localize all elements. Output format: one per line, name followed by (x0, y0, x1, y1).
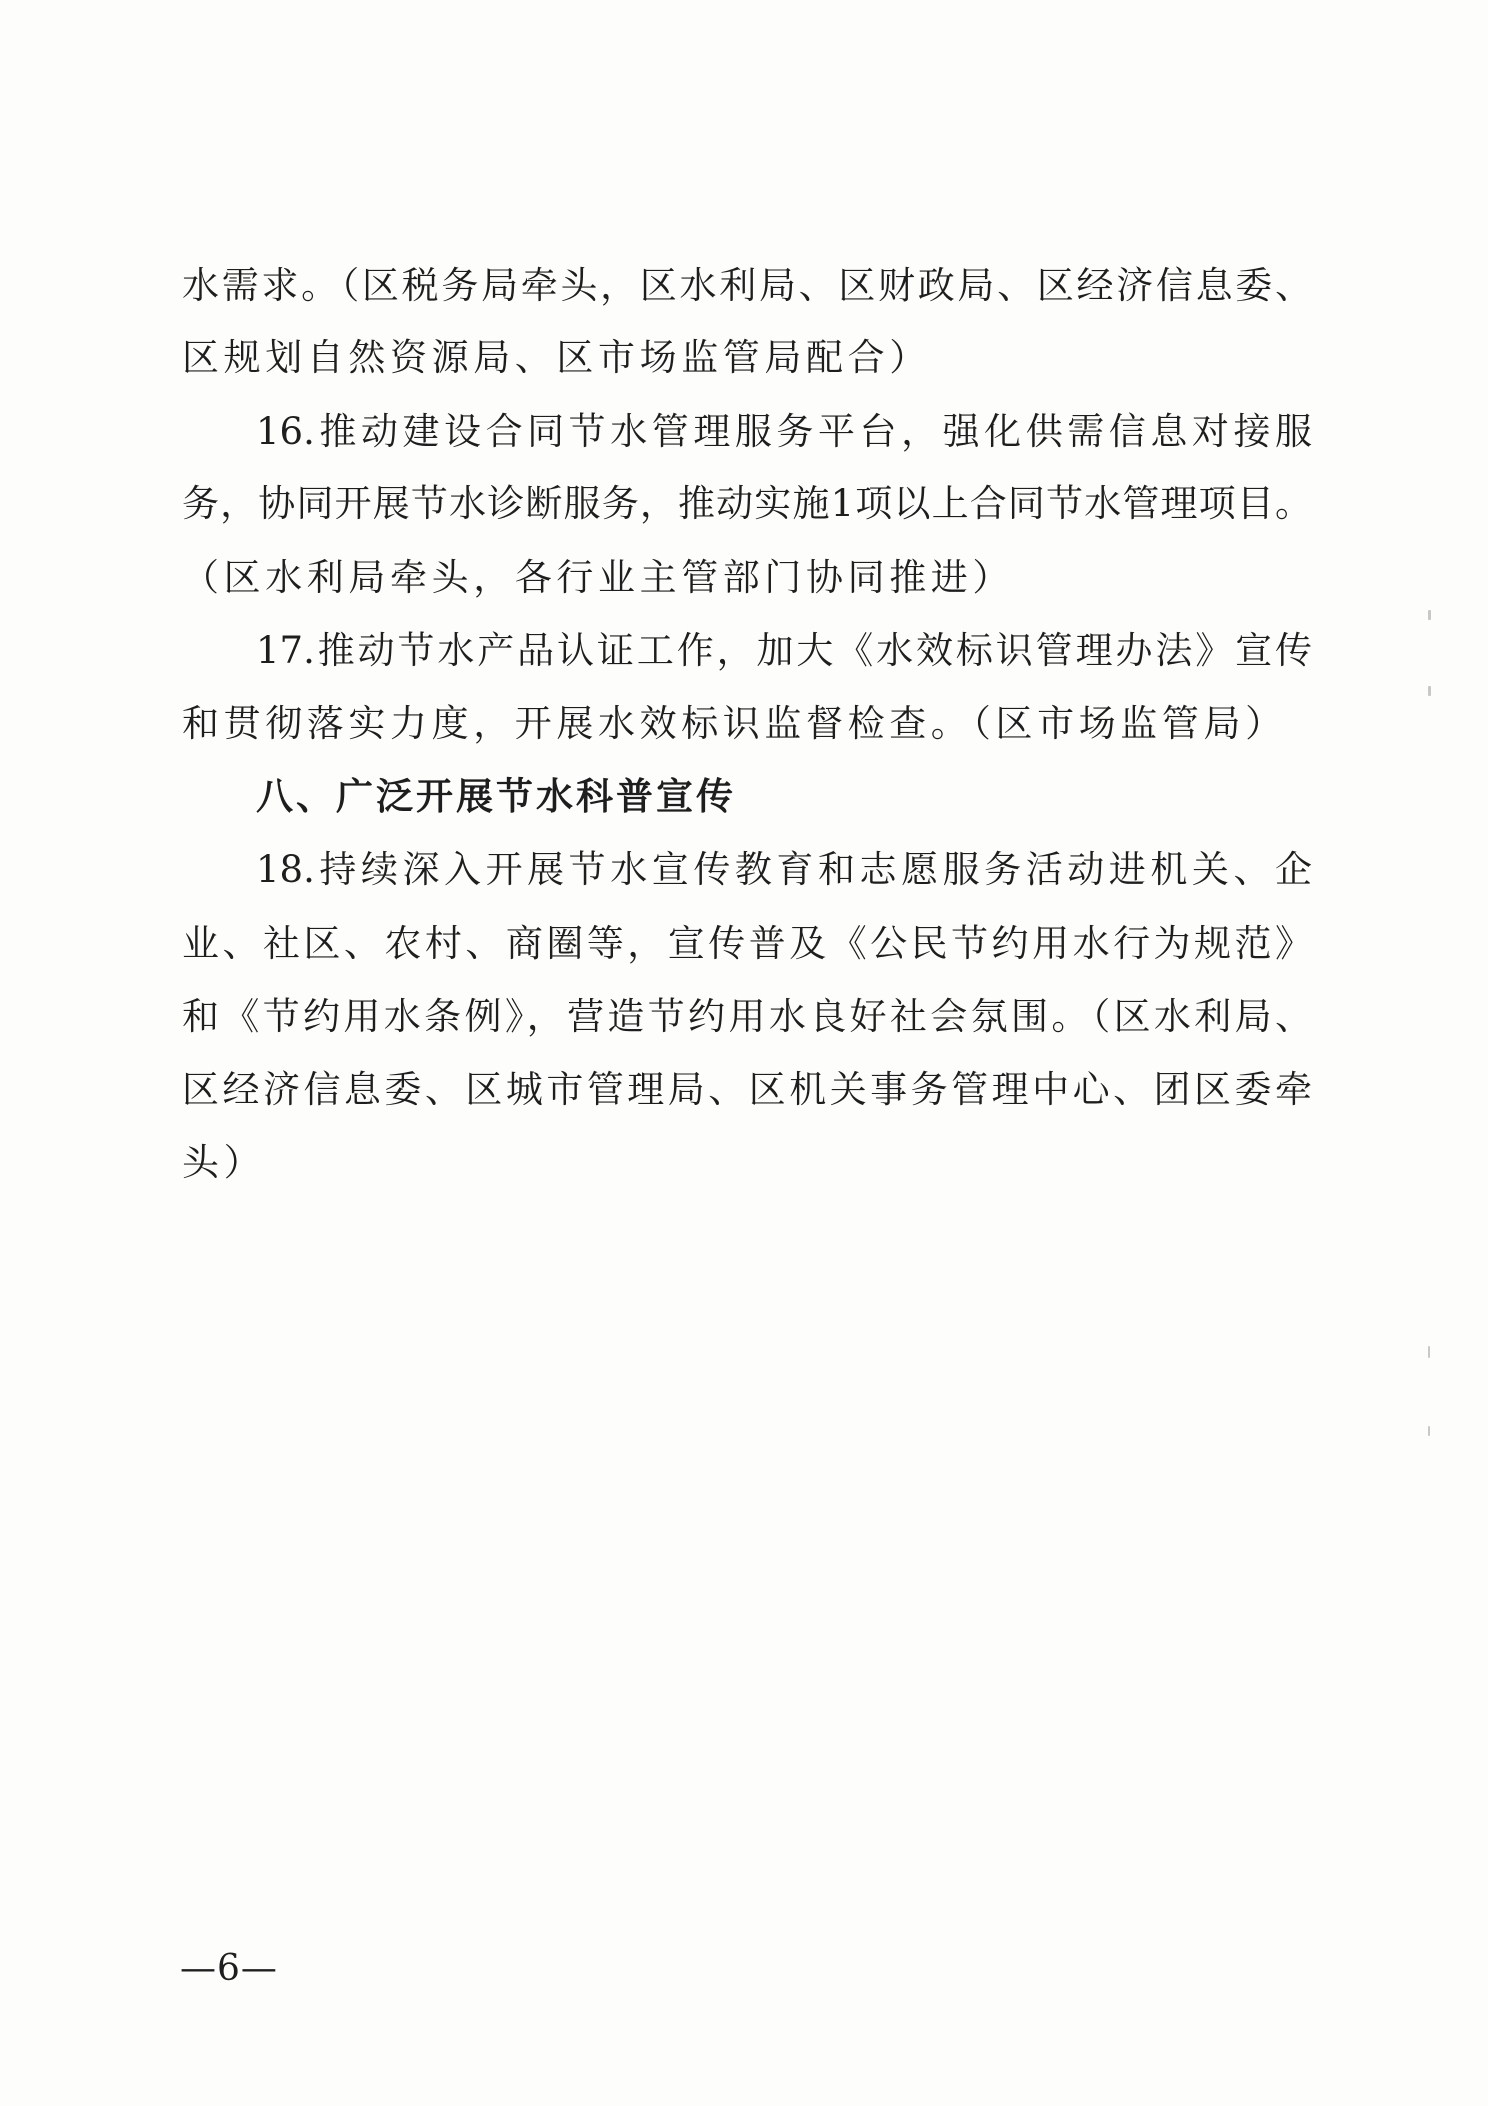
paragraph-18-line-2: 业、社区、农村、商圈等，宣传普及《公民节约用水行为规范》 (182, 922, 1312, 965)
scan-artifact-mark (1428, 686, 1431, 696)
paragraph-15-line-1: 水需求。（区税务局牵头，区水利局、区财政局、区经济信息委、 (182, 264, 1312, 307)
paragraph-17-line-1: 17.推动节水产品认证工作，加大《水效标识管理办法》宣传 (256, 629, 1312, 672)
paragraph-15-line-2: 区规划自然资源局、区市场监管局配合） (182, 336, 931, 379)
paragraph-16-line-3: （区水利局牵头，各行业主管部门协同推进） (182, 556, 1014, 599)
section-8-heading: 八、广泛开展节水科普宣传 (256, 775, 736, 818)
scan-artifact-mark (1428, 610, 1431, 620)
paragraph-18-line-5: 头） (182, 1141, 266, 1184)
paragraph-18-line-4: 区经济信息委、区城市管理局、区机关事务管理中心、团区委牵 (182, 1068, 1312, 1111)
paragraph-16-line-2: 务，协同开展节水诊断服务，推动实施1项以上合同节水管理项目。 (182, 482, 1312, 525)
paragraph-18-line-1: 18.持续深入开展节水宣传教育和志愿服务活动进机关、企 (256, 848, 1312, 891)
paragraph-16-line-1: 16.推动建设合同节水管理服务平台，强化供需信息对接服 (256, 410, 1312, 453)
page-number: —6— (180, 1948, 278, 1989)
scan-artifact-mark (1428, 1426, 1430, 1436)
paragraph-17-line-2: 和贯彻落实力度，开展水效标识监督检查。（区市场监管局） (182, 702, 1287, 745)
paragraph-18-line-3: 和《节约用水条例》，营造节约用水良好社会氛围。（区水利局、 (182, 995, 1312, 1038)
scan-artifact-mark (1428, 1346, 1430, 1358)
